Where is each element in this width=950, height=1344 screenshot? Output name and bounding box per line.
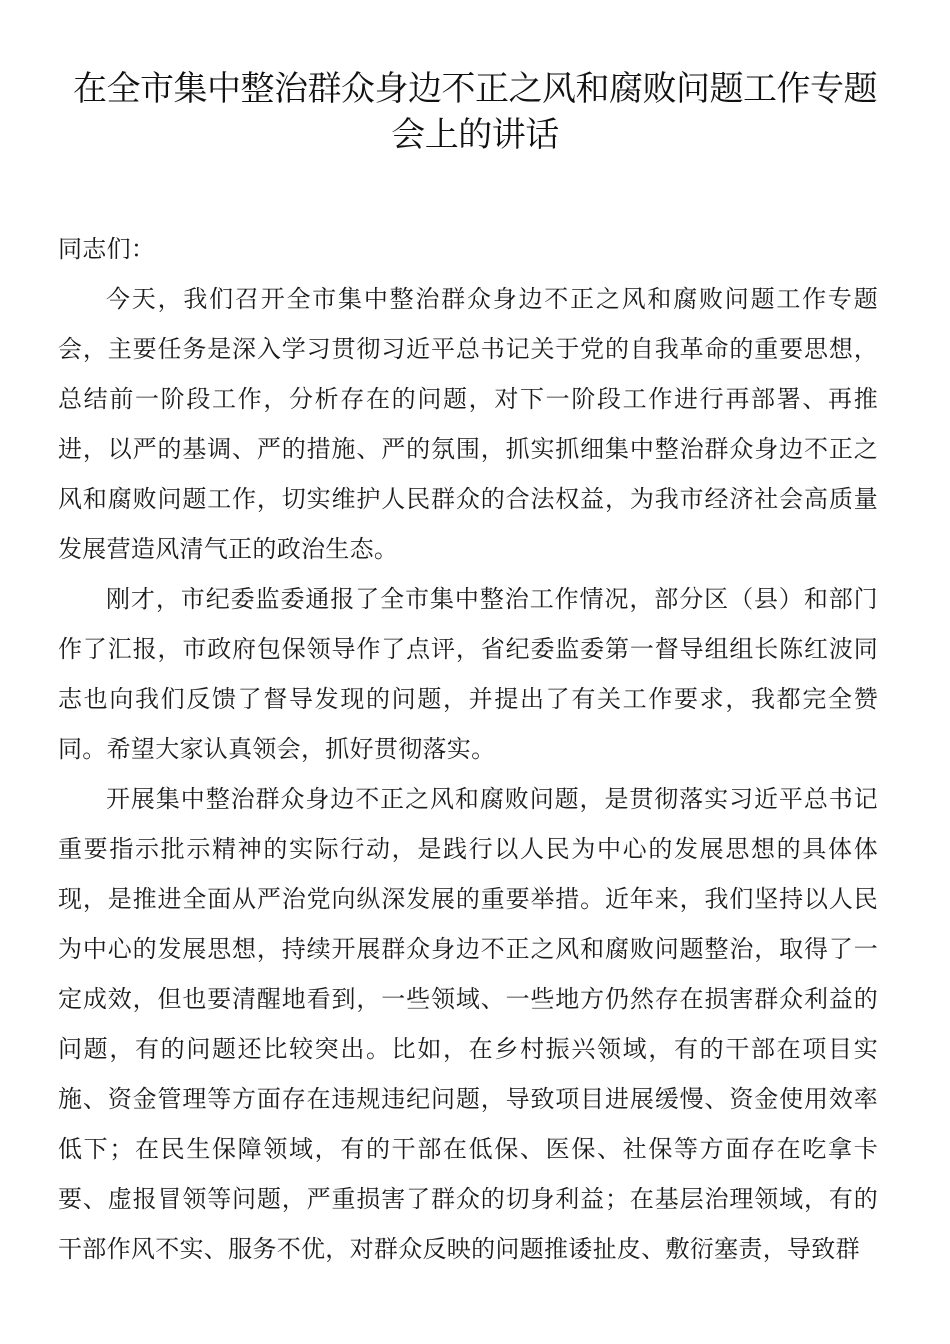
paragraph-3: 开展集中整治群众身边不正之风和腐败问题，是贯彻落实习近平总书记重要指示批示精神的实际行动，是践行以人民为中心的发展思想的具体体现，是推进全面从严治党向纵深发展的重要举措。近年来，我们坚持以人民为中心的发展思想，持续开展群众身边不正之风和腐败问题整治，取得了一定成效，但也要清醒地看到，一些领域、一些地方仍然存在损害群众利益的问题，有的问题还比较突出。比如，在乡村振兴领域，有的干部在项目实施、资金管理等方面存在违规违纪问题，导致项目进展缓慢、资金使用效率低下；在民生保障领域，有的干部在低保、医保、社保等方面存在吃拿卡要、虚报冒领等问题，严重损害了群众的切身利益；在基层治理领域，有的干部作风不实、服务不优，对群众反映的问题推诿扯皮、敷衍塞责，导致群 bbox=[58, 785, 878, 1263]
paragraph-2: 刚才，市纪委监委通报了全市集中整治工作情况，部分区（县）和部门作了汇报，市政府包保领导作了点评，省纪委监委第一督导组组长陈红波同志也向我们反馈了督导发现的问题，并提出了有关工作要求，我都完全赞同。希望大家认真领会，抓好贯彻落实。 bbox=[58, 585, 878, 763]
salutation: 同志们： bbox=[58, 235, 156, 263]
document-title: 在全市集中整治群众身边不正之风和腐败问题工作专题会上的讲话 bbox=[73, 69, 877, 155]
paragraph-1: 今天，我们召开全市集中整治群众身边不正之风和腐败问题工作专题会，主要任务是深入学习贯彻习近平总书记关于党的自我革命的重要思想，总结前一阶段工作，分析存在的问题，对下一阶段工作进行再部署、再推进，以严的基调、严的措施、严的氛围，抓实抓细集中整治群众身边不正之风和腐败问题工作，切实维护人民群众的合法权益，为我市经济社会高质量发展营造风清气正的政治生态。 bbox=[58, 285, 878, 563]
